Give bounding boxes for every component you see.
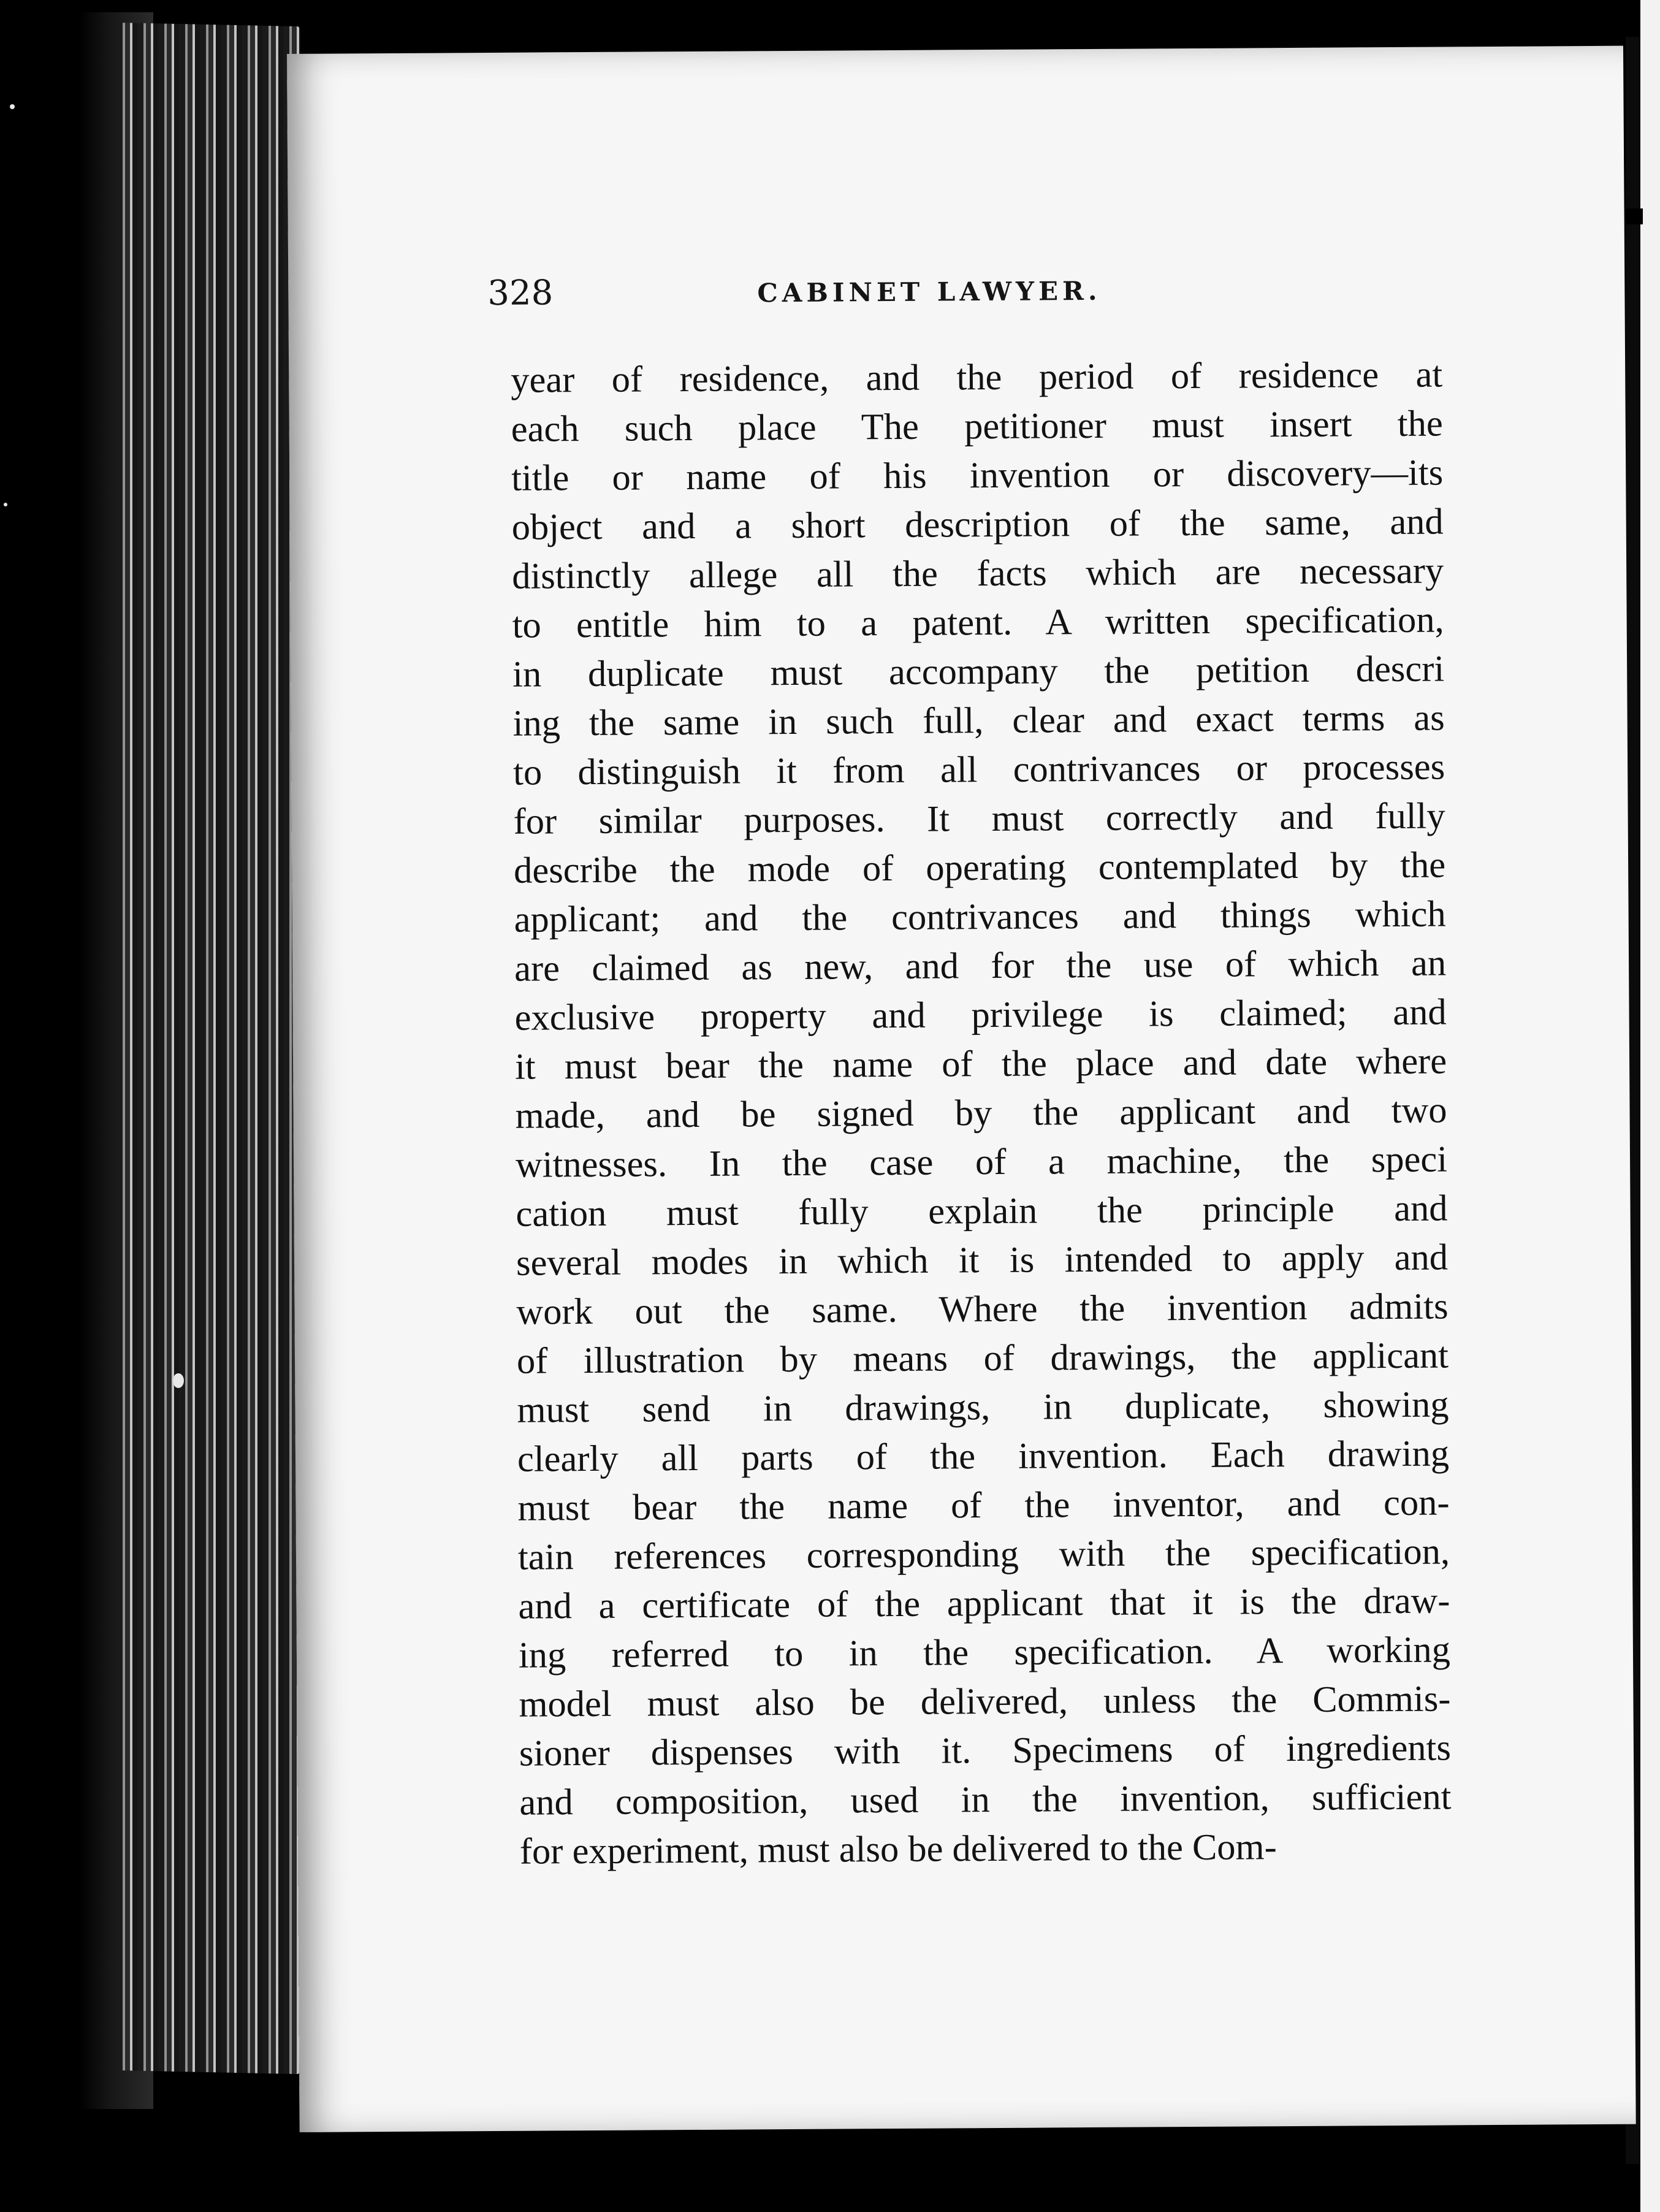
text-line: are claimed as new, and for the use of which an — [514, 942, 1447, 990]
body-text — [511, 350, 1452, 1876]
text-line: ing referred to in the specification. A working — [518, 1629, 1451, 1676]
text-line: work out the same. Where the invention admits — [516, 1286, 1449, 1333]
scanner-speck — [173, 1373, 184, 1388]
text-line: several modes in which it is intended to apply and — [516, 1237, 1449, 1284]
page-header — [487, 267, 1469, 329]
text-line: applicant; and the contrivances and things which — [514, 893, 1446, 940]
text-line: it must bear the name of the place and date where — [514, 1040, 1447, 1088]
text-line: for similar purposes. It must correctly and fully — [513, 795, 1445, 842]
text-line: sioner dispenses with it. Specimens of ingredients — [519, 1727, 1452, 1774]
text-line: object and a short description of the same, and — [511, 501, 1444, 548]
text-line: describe the mode of operating contemplated by the — [513, 844, 1446, 891]
text-line: of illustration by means of drawings, the applicant — [516, 1335, 1449, 1382]
text-line: in duplicate must accompany the petition descri — [512, 648, 1445, 695]
page-number: 328 — [487, 273, 554, 314]
text-line: to entitle him to a patent. A written specification, — [512, 599, 1444, 646]
text-line: year of residence, and the period of residence at — [511, 354, 1443, 401]
text-line: model must also be delivered, unless the Commis- — [519, 1678, 1451, 1725]
scanner-speck — [10, 104, 15, 109]
book-page-edges — [116, 23, 300, 2074]
text-line: witnesses. In the case of a machine, the speci — [515, 1138, 1448, 1186]
text-line: and composition, used in the invention, sufficient — [519, 1776, 1452, 1823]
text-line: for experiment, must also be delivered to the Com- — [519, 1826, 1277, 1872]
text-line: exclusive property and privilege is claimed; and — [514, 991, 1447, 1039]
text-line: clearly all parts of the invention. Each drawing — [517, 1433, 1450, 1480]
printed-page — [287, 46, 1636, 2132]
scan-right-margin — [1640, 0, 1660, 2212]
text-line: title or name of his invention or discovery—its — [511, 452, 1444, 499]
text-line: and a certificate of the applicant that it is the draw- — [518, 1580, 1450, 1627]
text-line: must send in drawings, in duplicate, showing — [517, 1384, 1449, 1431]
text-line: tain references corresponding with the specification, — [517, 1531, 1450, 1578]
text-line: to distinguish it from all contrivances or processes — [512, 746, 1445, 793]
text-line: made, and be signed by the applicant and two — [515, 1089, 1447, 1137]
running-head: CABINET LAWYER. — [757, 275, 1102, 308]
text-line: cation must fully explain the principle and — [516, 1188, 1448, 1235]
text-line: each such place The petitioner must insert the — [511, 403, 1443, 450]
text-line: must bear the name of the inventor, and con- — [517, 1482, 1450, 1529]
text-line: ing the same in such full, clear and exact terms as — [512, 697, 1445, 744]
scanner-speck — [4, 503, 7, 506]
text-line: distinctly allege all the facts which are necessary — [512, 550, 1444, 597]
